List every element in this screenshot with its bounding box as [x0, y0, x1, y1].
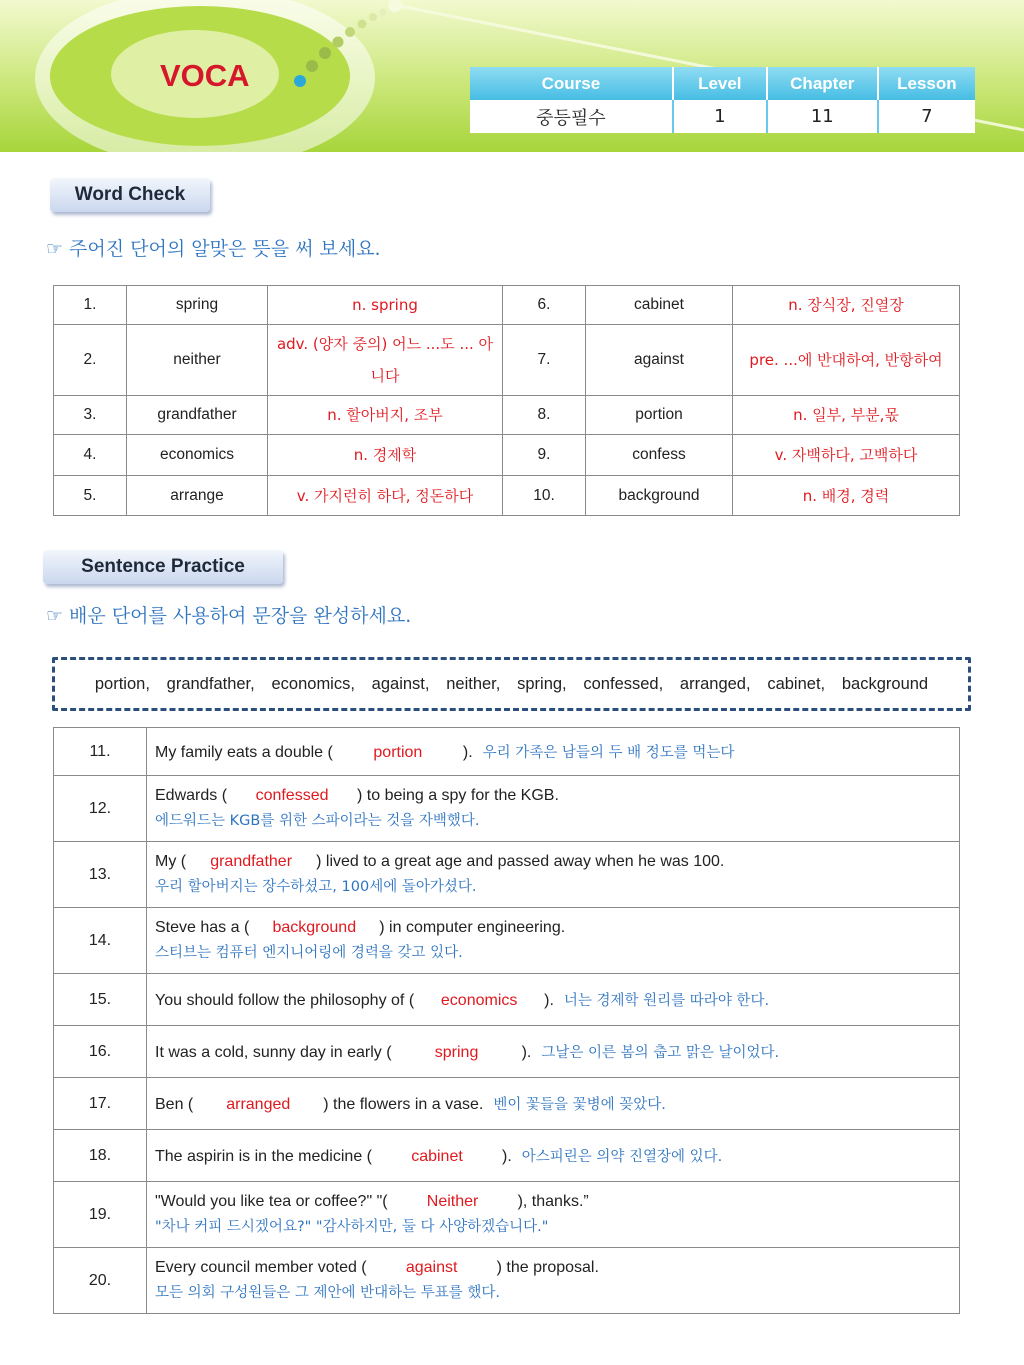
sentence-cell: [147, 1182, 960, 1248]
table-row: [54, 286, 960, 325]
korean-translation: 너는 경제학 원리를 따라야 한다.: [563, 993, 770, 1009]
sentence-after: ).: [521, 1044, 532, 1061]
chapter-value: 11: [767, 100, 878, 133]
item-number: 1.: [54, 286, 127, 325]
meaning-cell: n. 일부, 부분,몫: [733, 396, 960, 435]
sentence-cell: [147, 1130, 960, 1182]
korean-translation: 스티브는 컴퓨터 엔지니어링에 경력을 갖고 있다.: [155, 945, 463, 961]
sentence-practice-instruction: [46, 601, 411, 628]
korean-translation: 그날은 이른 봄의 춥고 맑은 날이었다.: [541, 1045, 780, 1061]
table-row: [54, 1130, 960, 1182]
answer-word: against: [405, 1259, 458, 1276]
meaning-cell: n. 할아버지, 조부: [268, 396, 503, 435]
word-cell: against: [586, 325, 733, 396]
word-cell: economics: [127, 435, 268, 476]
item-number: 14.: [54, 908, 147, 974]
word-cell: grandfather: [127, 396, 268, 435]
answer-word: confessed: [255, 787, 329, 804]
sentence-line: [155, 1259, 951, 1277]
lesson-value: 7: [878, 100, 975, 133]
item-number: 13.: [54, 842, 147, 908]
sentence-line: [155, 1041, 951, 1062]
word-cell: confess: [586, 435, 733, 476]
meaning-cell: n. 배경, 경력: [733, 476, 960, 516]
meaning-cell: n. 장식장, 진열장: [733, 286, 960, 325]
word-bank: [52, 657, 971, 711]
item-number: 15.: [54, 974, 147, 1026]
korean-translation: 아스피린은 의약 진열장에 있다.: [521, 1149, 723, 1165]
meaning-cell: n. 경제학: [268, 435, 503, 476]
sentence-after: ).: [462, 744, 473, 761]
word-cell: arrange: [127, 476, 268, 516]
item-number: 4.: [54, 435, 127, 476]
sentence-cell: [147, 908, 960, 974]
meaning-cell: pre. ...에 반대하여, 반항하여: [733, 325, 960, 396]
course-info-table: [470, 67, 975, 133]
sentence-line: [155, 989, 951, 1010]
sentence-cell: [147, 776, 960, 842]
table-row: [54, 1026, 960, 1078]
sentence-cell: [147, 1078, 960, 1130]
word-check-instruction: [46, 234, 381, 261]
korean-translation: "차나 커피 드시겠어요?" "감사하지만, 둘 다 사양하겠습니다.": [155, 1219, 549, 1235]
meaning-cell: v. 가지런히 하다, 정돈하다: [268, 476, 503, 516]
table-row: [54, 1248, 960, 1314]
sentence-cell: [147, 728, 960, 776]
sentence-after: ), thanks.”: [517, 1193, 589, 1210]
answer-word: grandfather: [210, 853, 293, 870]
item-number: 18.: [54, 1130, 147, 1182]
table-row: [54, 435, 960, 476]
meaning-cell: v. 자백하다, 고백하다: [733, 435, 960, 476]
item-number: 20.: [54, 1248, 147, 1314]
sentence-line: [155, 787, 951, 805]
sentence-after: ) to being a spy for the KGB.: [357, 787, 559, 804]
word-cell: background: [586, 476, 733, 516]
sentence-before: It was a cold, sunny day in early (: [155, 1044, 392, 1061]
sentence-before: Edwards (: [155, 787, 228, 804]
item-number: 10.: [503, 476, 586, 516]
instruction-text: 배운 단어를 사용하여 문장을 완성하세요.: [69, 605, 412, 627]
sentence-after: ) in computer engineering.: [379, 919, 566, 936]
item-number: 17.: [54, 1078, 147, 1130]
table-row: [54, 974, 960, 1026]
korean-translation: 에드워드는 KGB를 위한 스파이라는 것을 자백했다.: [155, 813, 480, 829]
item-number: 12.: [54, 776, 147, 842]
sentence-before: My (: [155, 853, 187, 870]
table-row: [54, 728, 960, 776]
course-value: 중등필수: [470, 100, 673, 133]
sentence-line: [155, 853, 951, 871]
sentence-before: Ben (: [155, 1096, 194, 1113]
sentence-line: [155, 1093, 951, 1114]
word-cell: cabinet: [586, 286, 733, 325]
sentence-after: ) the flowers in a vase.: [323, 1096, 484, 1113]
header-banner: [0, 0, 1024, 152]
chapter-header: Chapter: [767, 67, 878, 100]
item-number: 19.: [54, 1182, 147, 1248]
sentence-after: ).: [544, 992, 554, 1009]
answer-word: arranged: [226, 1096, 291, 1113]
answer-word: portion: [373, 744, 423, 761]
level-value: 1: [673, 100, 767, 133]
sentence-line: [155, 1145, 951, 1166]
table-row: [54, 908, 960, 974]
sentence-table: [53, 727, 960, 1314]
meaning-cell: adv. (양자 중의) 어느 ...도 ... 아니다: [268, 325, 503, 396]
korean-translation: 모든 의회 구성원들은 그 제안에 반대하는 투표를 했다.: [155, 1285, 501, 1301]
sentence-before: The aspirin is in the medicine (: [155, 1148, 372, 1165]
word-bank-text: portion, grandfather, economics, against, neither, spring, confessed, arranged, cabinet, background: [94, 674, 929, 693]
table-row: [54, 776, 960, 842]
item-number: 5.: [54, 476, 127, 516]
table-row: [54, 476, 960, 516]
item-number: 2.: [54, 325, 127, 396]
pointing-hand-icon: ☞: [46, 238, 64, 260]
lesson-header: Lesson: [878, 67, 975, 100]
item-number: 9.: [503, 435, 586, 476]
meaning-cell: n. spring: [268, 286, 503, 325]
sentence-line: [155, 919, 951, 937]
instruction-text: 주어진 단어의 알맞은 뜻을 써 보세요.: [69, 238, 381, 260]
sentence-before: Every council member voted (: [155, 1259, 367, 1276]
table-row: [54, 1078, 960, 1130]
korean-translation: 우리 할아버지는 장수하셨고, 100세에 돌아가셨다.: [155, 879, 477, 895]
word-check-table: [53, 285, 960, 516]
sentence-after: ) the proposal.: [496, 1259, 599, 1276]
item-number: 7.: [503, 325, 586, 396]
table-row: [54, 842, 960, 908]
sentence-cell: [147, 974, 960, 1026]
table-row: [54, 396, 960, 435]
korean-translation: 벤이 꽃들을 꽃병에 꽂았다.: [493, 1097, 666, 1113]
word-check-title: Word Check: [50, 178, 210, 212]
item-number: 3.: [54, 396, 127, 435]
table-row: [54, 1182, 960, 1248]
sentence-cell: [147, 1026, 960, 1078]
sentence-cell: [147, 842, 960, 908]
answer-word: Neither: [426, 1193, 479, 1210]
item-number: 6.: [503, 286, 586, 325]
sentence-after: ) lived to a great age and passed away when he was 100.: [316, 853, 725, 870]
sentence-cell: [147, 1248, 960, 1314]
answer-word: spring: [434, 1044, 479, 1061]
sentence-before: You should follow the philosophy of (: [155, 992, 415, 1009]
sentence-practice-title: Sentence Practice: [43, 550, 283, 584]
sentence-before: Steve has a (: [155, 919, 250, 936]
sentence-after: ).: [501, 1148, 512, 1165]
word-cell: spring: [127, 286, 268, 325]
sentence-line: [155, 1193, 951, 1211]
table-row: [54, 325, 960, 396]
word-cell: neither: [127, 325, 268, 396]
sentence-before: My family eats a double (: [155, 744, 333, 761]
course-header: Course: [470, 67, 673, 100]
sentence-line: [155, 741, 951, 762]
sentence-before: "Would you like tea or coffee?" "(: [155, 1193, 388, 1210]
korean-translation: 우리 가족은 남들의 두 배 정도를 먹는다: [482, 745, 735, 761]
item-number: 16.: [54, 1026, 147, 1078]
level-header: Level: [673, 67, 767, 100]
pointing-hand-icon: ☞: [46, 605, 64, 627]
word-cell: portion: [586, 396, 733, 435]
voca-logo: VOCA: [160, 58, 250, 93]
answer-word: background: [272, 919, 357, 936]
item-number: 11.: [54, 728, 147, 776]
answer-word: cabinet: [411, 1148, 463, 1165]
answer-word: economics: [440, 992, 518, 1009]
item-number: 8.: [503, 396, 586, 435]
